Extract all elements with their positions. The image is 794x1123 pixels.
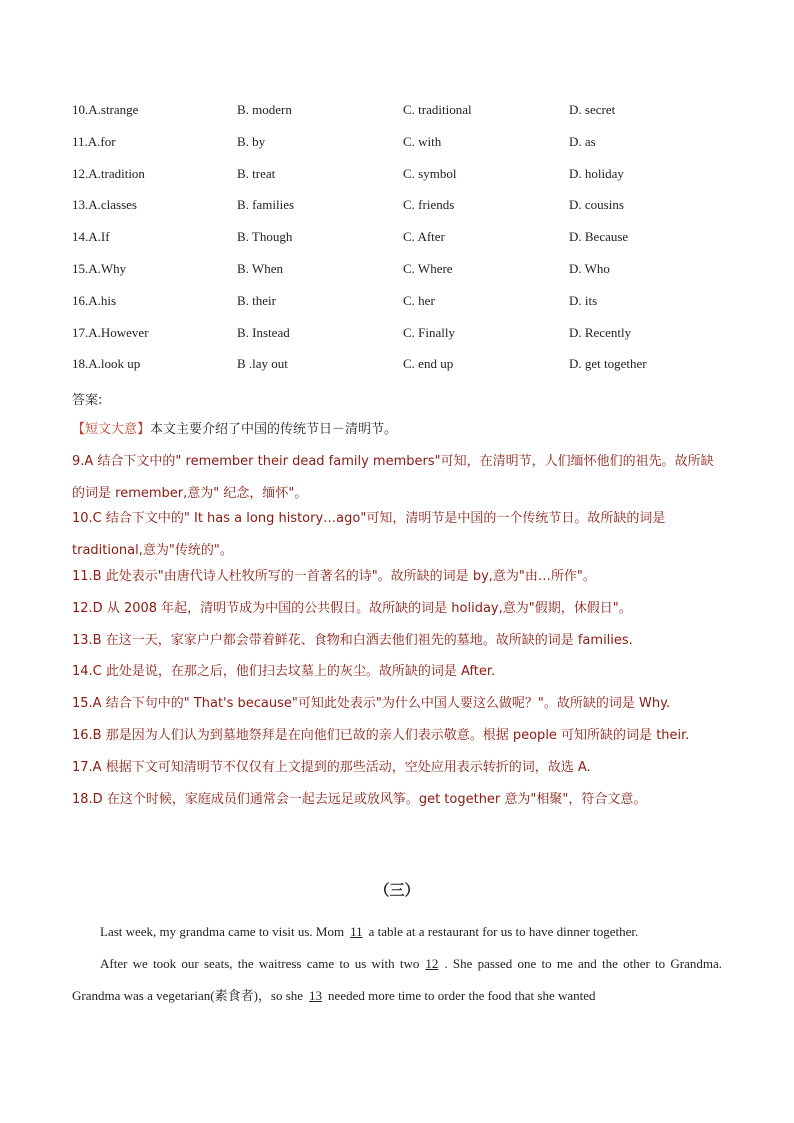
- cloze-blank: 13: [309, 987, 323, 1003]
- option-row: [72, 196, 772, 228]
- explanation-item: 11.B 此处表示"由唐代诗人杜牧所写的一首著名的诗"。故所缺的词是 by,意为"由…所作"。: [72, 568, 596, 584]
- option-row: [72, 292, 772, 324]
- option-b: B. When: [237, 260, 283, 276]
- answer-options-table: [72, 101, 772, 387]
- explanation-item: 16.B 那是因为人们认为到墓地祭拜是在向他们已故的亲人们表示敬意。根据 people 可知所缺的词是 their.: [72, 727, 690, 743]
- option-d: D. secret: [569, 102, 616, 117]
- option-b: B. Though: [237, 229, 293, 245]
- cloze-passage: [72, 916, 722, 1011]
- cloze-blank: 11: [350, 924, 363, 939]
- explanation-item: 9.A 结合下文中的" remember their dead family members"可知，在清明节，人们缅怀他们的祖先。故所缺的词是 remember,意为" 纪念，缅怀"。: [72, 453, 714, 501]
- passage-text: a table at a restaurant for us to have dinner together.: [368, 924, 639, 939]
- answer-label: 答案:: [72, 393, 103, 408]
- option-b: B. their: [237, 292, 276, 308]
- explanation-item: 15.A 结合下句中的" That's because"可知此处表示"为什么中国人要这么做呢？"。故所缺的词是 Why.: [72, 696, 671, 712]
- option-d: D. holiday: [569, 165, 624, 181]
- option-d: D. Who: [569, 260, 610, 276]
- passage-text: After we took our seats, the waitress came to us with two: [100, 955, 420, 971]
- option-d: D. as: [569, 133, 596, 149]
- explanation-item: 12.D 从 2008 年起，清明节成为中国的公共假日。故所缺的词是 holiday,意为"假期，休假日"。: [72, 600, 632, 616]
- option-c: C. friends: [403, 197, 455, 213]
- explanation-item: 14.C 此处是说，在那之后，他们扫去坟墓上的灰尘。故所缺的词是 After.: [72, 664, 496, 680]
- option-c: C. traditional: [403, 102, 472, 117]
- option-a: 11.A.for: [72, 133, 116, 149]
- passage-text: needed more time to order the food that she wanted: [328, 987, 596, 1003]
- explanation-item: 13.B 在这一天，家家户户都会带着鲜花、食物和白酒去他们祖先的墓地。故所缺的词是 families.: [72, 632, 633, 648]
- passage-paragraph: [72, 948, 722, 1012]
- option-a: 15.A.Why: [72, 260, 127, 276]
- option-b: B. by: [237, 133, 266, 149]
- section-title: （三）: [374, 881, 420, 899]
- option-b: B. Instead: [237, 324, 290, 340]
- summary-text: 本文主要介绍了中国的传统节日－清明节。: [150, 422, 398, 437]
- option-c: C. symbol: [403, 165, 457, 181]
- option-c: C. with: [403, 133, 442, 149]
- explanation-item: 18.D 在这个时候，家庭成员们通常会一起去远足或放风筝。get together 意为"相聚"，符合文意。: [72, 791, 647, 807]
- option-row: [72, 324, 772, 356]
- option-a: 14.A.If: [72, 229, 110, 245]
- option-c: C. Where: [403, 260, 453, 276]
- passage-text: Last week, my grandma came to visit us. Mom: [100, 924, 345, 939]
- passage-paragraph: [72, 916, 722, 948]
- explanation-item: 17.A 根据下文可知清明节不仅仅有上文提到的那些活动，空处应用表示转折的词，故选 A.: [72, 759, 591, 775]
- option-c: C. her: [403, 292, 435, 308]
- option-a: 13.A.classes: [72, 197, 137, 213]
- option-c: C. After: [403, 229, 445, 245]
- option-row: [72, 165, 772, 197]
- option-b: B. treat: [237, 165, 276, 181]
- option-b: B. families: [237, 197, 295, 213]
- option-d: D. cousins: [569, 197, 624, 213]
- option-a: 12.A.tradition: [72, 165, 145, 181]
- explanation-item: 10.C 结合下文中的" It has a long history…ago"可知，清明节是中国的一个传统节日。故所缺的词是 traditional,意为"传统的"。: [72, 511, 666, 559]
- option-a: 17.A.However: [72, 324, 149, 340]
- option-d: D. Because: [569, 229, 629, 245]
- option-a: 16.A.his: [72, 292, 117, 308]
- option-b: B. modern: [237, 102, 292, 117]
- option-row: [72, 355, 772, 387]
- option-row: [72, 101, 772, 133]
- option-row: [72, 133, 772, 165]
- option-row: [72, 228, 772, 260]
- cloze-blank: 12: [425, 955, 439, 971]
- option-b: B .lay out: [237, 356, 288, 372]
- option-row: [72, 260, 772, 292]
- option-a: 10.A.strange: [72, 102, 139, 117]
- option-c: C. Finally: [403, 324, 456, 340]
- summary-tag: 【短文大意】: [72, 422, 151, 437]
- option-c: C. end up: [403, 356, 454, 372]
- answer-explanations: [72, 420, 724, 821]
- option-d: D. its: [569, 292, 598, 308]
- option-d: D. get together: [569, 356, 647, 372]
- passage-text: . She passed one to me and the other to Grandma. Grandma was a vegetarian(素食者)，so she: [72, 955, 723, 1003]
- option-a: 18.A.look up: [72, 356, 141, 372]
- option-d: D. Recently: [569, 324, 632, 340]
